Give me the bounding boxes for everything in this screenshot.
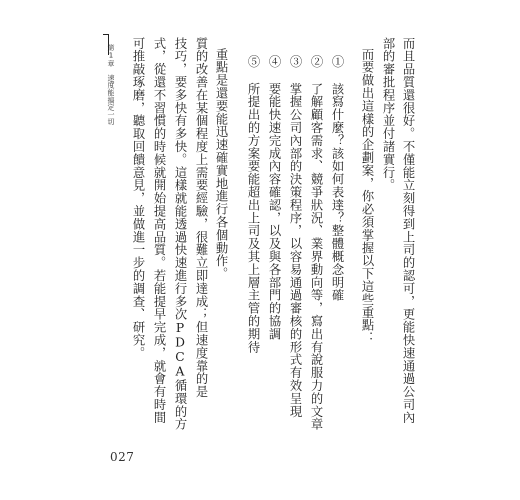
list-marker: ⑤: [246, 55, 260, 68]
list-text: 該寫什麼？該如何表達？整體概念明確: [330, 82, 344, 302]
paragraph2-lead: 而要做出這樣的企劃案，你必須掌握以下這些重點：: [360, 48, 374, 345]
list-item-5: [246, 55, 260, 353]
list-item-3: [288, 55, 302, 418]
paragraph3-line1: 重點是還要能迅速確實地進行各個動作。: [214, 48, 228, 281]
list-marker: ③: [288, 55, 302, 68]
list-item-4: [267, 55, 281, 341]
list-item-1: [330, 55, 344, 302]
list-marker: ②: [309, 55, 323, 68]
paragraph1-line2: 部的審批程序並付諸實行。: [381, 37, 395, 192]
list-marker: ①: [330, 55, 344, 68]
list-text: 掌握公司內部的決策程序，以容易通過審核的形式有效呈現: [288, 82, 302, 418]
paragraph3-line5: 可推敲琢磨，聽取回饋意見，並做進一步的調查、研究。: [131, 37, 145, 360]
list-marker: ④: [267, 55, 281, 68]
paragraph3-line4: 式，從還不習慣的時候就開始提高品質。若能提早完成，就會有時間: [152, 37, 166, 424]
paragraph1-line1: 而且品質還很好。不僅能立刻得到上司的認可，更能快速通過公司內: [401, 37, 415, 424]
paragraph3-line3: 技巧，要多快有多快。這樣就能透過快速進行多次PDCA循環的方: [173, 37, 187, 431]
list-text: 了解顧客需求、競爭狀況、業界動向等，寫出有說服力的文章: [309, 82, 323, 431]
paragraph3-line2: 質的改善在某個程度上需要經驗，很難立即達成；但速度靠的是: [194, 37, 208, 399]
list-text: 要能快速完成內容確認，以及與各部門的協調: [267, 82, 281, 341]
list-text: 所提出的方案要能超出上司及其上層主管的期待: [246, 82, 260, 354]
running-head: 第1章 速度能搞定一切: [107, 44, 115, 126]
page-number: 027: [110, 450, 135, 464]
running-head-tick: [103, 34, 109, 35]
list-item-2: [309, 55, 323, 431]
